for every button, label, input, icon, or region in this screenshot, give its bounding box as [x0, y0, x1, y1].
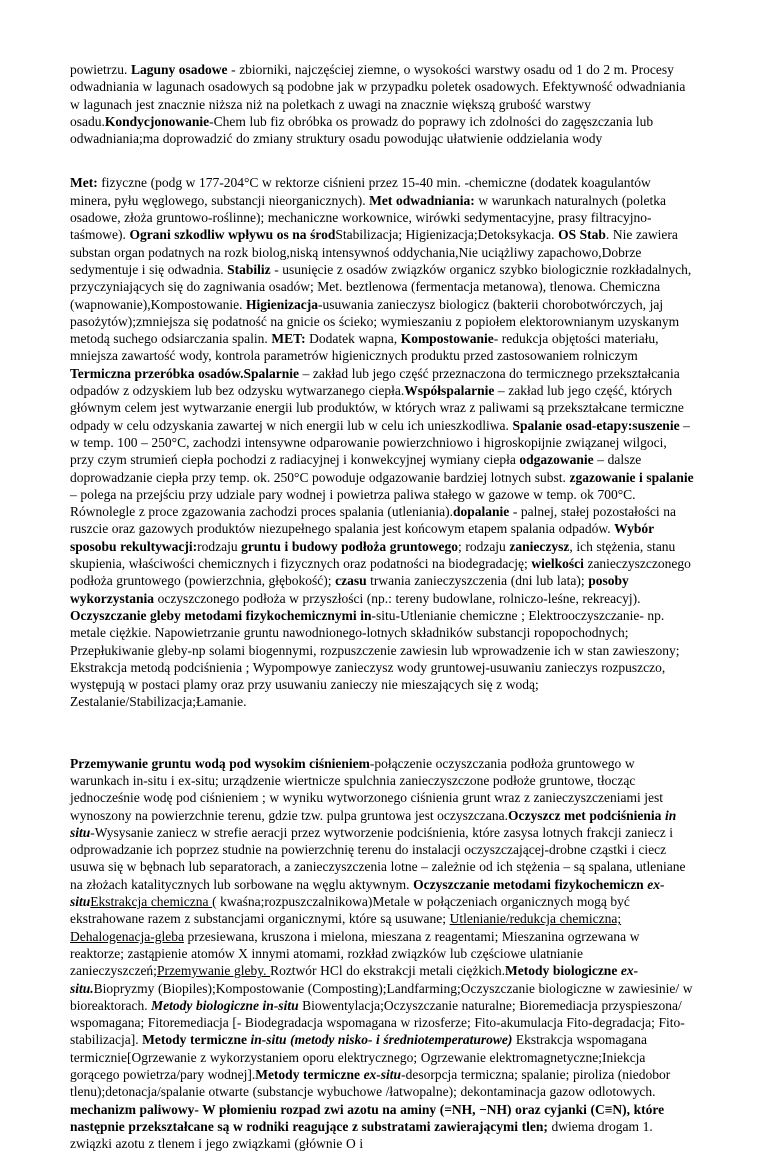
text-run: -Chem lub fiz obróbka os prowadz do poprawy ich zdolności do zagęszczania lub odwadniania;ma doprowadzić do zmiany struktury osadu powodując ułatwienie oddzielania wody	[70, 113, 654, 147]
text-run: Oczyszcz met podciśnienia	[508, 807, 665, 823]
text-run: Metody biologiczne in-situ	[151, 997, 299, 1013]
text-run: zanieczyszczonego podłoża gruntowego (powierzchnia, głębokość);	[70, 556, 691, 589]
text-run: , ich stężenia, stanu skupienia, właściwości chemicznych i fizycznych oraz podatności na biodegradację;	[70, 538, 676, 572]
paragraph	[70, 61, 694, 147]
text-run: powietrzu.	[70, 62, 131, 77]
text-run: odgazowanie	[519, 452, 594, 468]
text-run: Utlenianie/redukcja chemiczna;	[449, 911, 622, 927]
text-run: ; rodzaju	[458, 538, 510, 554]
text-run: OS Stab	[558, 227, 606, 243]
text-run: – w temp. 100 – 250°C, zachodzi intensywne odparowanie powierzchniowo i higroskopijnie związanej wilgoci, przy czym strumień ciepła pochodzi z radiacyjnej i konwekcyjnej wymiany ciepła	[70, 417, 690, 468]
text-run: Oczyszczanie metodami fizykochemiczn	[413, 876, 648, 892]
text-run: . Nie zawiera substan organ podatnych na rozk biolog,niską intensywnoś oddychania,Nie uciążliwy zapachowo,Dobrze sedymentuje i się odwadnia.	[70, 227, 678, 277]
text-run: Laguny osadowe	[130, 62, 228, 77]
text-run: Biowentylacja;Oczyszczanie naturalne; Bioremediacja przyspieszona/ wspomagana; Fitoremediacja [- Biodegradacja wspomagana w rizosferze; Fito-akumulacja Fito-degradacja; Fito- stabilizacja].	[70, 997, 685, 1048]
text-run: posoby wykorzystania	[70, 573, 629, 606]
text-run: Metody termiczne	[142, 1032, 251, 1048]
text-run: mechanizm paliwowy- W płomieniu rozpad zwi azotu na aminy (=NH, −NH) oraz cyjanki (C≡N), które następnie przekształcane są w rodniki reagujące z substratami zawierającymi tlen;	[70, 1101, 665, 1134]
text-run: Kompostowanie	[400, 331, 494, 347]
text-run: Metody termiczne	[255, 1067, 364, 1083]
text-run: trwania zanieczyszczenia (dni lub lata);	[366, 573, 589, 589]
text-run: Stabiliz	[227, 261, 271, 277]
text-run: gruntu i budowy podłoża gruntowego	[241, 538, 458, 554]
text-run: MET:	[271, 331, 306, 347]
text-run: Ekstrakcja wspomagana termicznie[Ogrzewanie z wykorzystaniem oporu elektrycznego; Ogrzewanie elektromagnetyczne;Iniekcja gorącego powietrza/pary wodnej].	[70, 1032, 647, 1083]
text-run: Przemywanie gruntu wodą pod wysokim ciśnieniem	[70, 755, 370, 771]
text-run: Biopryzmy (Biopiles);Kompostowanie (Composting);Landfarming;Oczyszczanie biologiczne w zawiesinie/ w bioreaktorach.	[70, 980, 693, 1013]
text-run: Wybór sposobu rekultywacji:	[70, 521, 654, 554]
text-run: Kondycjonowanie	[104, 113, 210, 129]
text-run: Ekstrakcja chemiczna	[90, 894, 213, 910]
text-run: Ograni szkodliw wpływu os na środ	[129, 227, 336, 243]
text-run: czasu	[335, 573, 367, 589]
text-run: – zakład lub jego część przeznaczona do termicznego przekształcania odpadów z odzyskiem lub bez odzysku wytwarzanego ciepła.	[70, 365, 680, 399]
text-run: rodzaju	[197, 538, 242, 554]
text-run: – zakład lub jego część, których głównym celem jest wytwarzanie energii lub produktów, w których wraz z paliwami są przekształcane termiczne odpady w celu odzyskania zawartej w nich energii lub w celu ich unieszkodliwa.	[70, 383, 684, 433]
text-run: – polega na przejściu przy udziale pary wodnej i powietrza paliwa stałego w gazowe w temp. ok 700°C. Równolegle z proce zgazowania zachodzi proces spalania (utleniania).	[70, 486, 636, 520]
text-run: -desorpcja termiczna; spalanie; piroliza (niedobor tlenu);detonacja/spalanie otwarte (substancje wybuchowe /łatwopalne); dekontaminacja gazow odlotowych.	[70, 1067, 671, 1100]
text-run: -Wysysanie zaniecz w strefie aeracji przez wytworzenie podciśnienia, które zasysa lotnych frakcji zaniecz i odprowadzanie ich poprzez studnie na powierzchnię terenu do instalacji oczyszczającej-drobne cząstki i ciecz usuwa się w bębnach lub separatorach, a zanieczyszczenia lotne – zależnie od ich stężenia – są spalana, utleniane na złożach katalitycznych lub sorbowane na węglu aktywnym.	[70, 824, 686, 892]
text-run: ex-situ	[363, 1067, 402, 1083]
text-run: Oczyszczanie gleby metodami fizykochemicznymi in	[70, 607, 372, 623]
text-run: fizyczne (podg w 177-204°C w rektorze ciśnieni przez 15-40 min. -chemiczne (dodatek koagulantów minera, pyłu węglowego, substancji nieorganicznych).	[70, 175, 651, 208]
text-run: dopalanie	[452, 504, 510, 520]
text-run: - redukcja objętości materiału, mniejsza zawartość wody, kontrola parametrów higienicznych produktu przed zastosowaniem rolniczym	[70, 331, 659, 364]
text-run: Higienizacja	[246, 296, 319, 312]
text-run: Termiczna przeróbka osadów.Spalarnie	[70, 365, 300, 381]
text-run: zanieczysz	[509, 538, 570, 554]
text-run: Dehalogenacja-gleba	[70, 928, 184, 944]
text-run: ex-situ.	[70, 963, 639, 996]
text-run: oczyszczonego podłoża w przyszłości (np.: tereny budowlane, rolniczo-leśne, rekreacyj).	[154, 590, 641, 606]
text-run: wielkości	[531, 556, 584, 572]
paragraph	[70, 755, 694, 1153]
text-run: Współspalarnie	[404, 383, 495, 399]
text-run: - zbiorniki, najczęściej ziemne, o wysokości warstwy osadu od 1 do 2 m. Procesy odwadniania w lagunach osadowych są podobne jak w przypadku poletek osadowych. Efektywność odwadniania w lagunach jest znacznie niższa niż na poletkach z uwagi na znacznie większą grubość warstwy osadu.	[70, 62, 686, 129]
paragraph	[70, 174, 694, 710]
text-run: Przemywanie gleby.	[156, 963, 271, 979]
text-run: Roztwór HCl do ekstrakcji metali ciężkich.	[270, 963, 505, 979]
text-run: Met:	[70, 175, 98, 191]
text-run: in-situ (metody nisko- i średniotemperaturowe)	[250, 1032, 513, 1048]
text-run: Met odwadniania:	[369, 192, 475, 208]
text-run: - palnej, stałej pozostałości na ruszcie oraz gazowych produktów niezupełnego spalania jest końcowym etapem spalania odpadów.	[70, 504, 676, 537]
text-run: Spalanie osad-etapy:suszenie	[512, 417, 680, 433]
text-run: -usuwania zanieczysz biologicz (bakterii chorobotwórczych, jaj pasożytów);zmniejsza się podatność na gnicie os ścieko; wymieszaniu z popiołem elektorownianym uzyskanym metodą suchego odsiarczania spalin.	[70, 296, 680, 347]
document-body	[70, 61, 694, 1153]
text-run: in situ	[70, 807, 677, 840]
text-run: ex-situ	[70, 876, 665, 910]
text-run: Stabilizacja; Higienizacja;Detoksykacja.	[335, 227, 559, 243]
text-run: ( kwaśna;rozpuszczalnikowa)Metale w połączeniach organicznych mogą być ekstrahowane razem z substancjami organicznymi, które są usuwane;	[70, 894, 630, 927]
text-run: Metody biologiczne	[505, 963, 621, 979]
text-run: - usunięcie z osadów związków organicz szybko biologicznie rozkładalnych, przyczyniających się do zagniwania osadów; Met. beztlenowa (fermentacja metanowa), tlenowa. Chemiczna (wapnowanie),Kompostowanie.	[70, 261, 692, 312]
text-run: dwiema drogam 1. związki azotu z tlenem i jego związkami (głównie O i	[70, 1118, 653, 1152]
text-run: -situ-Utlenianie chemiczne ; Elektrooczyszczanie- np. metale ciężkie. Napowietrzanie gruntu nawodnionego-lotnych składników substancji ropopochodnych; Przepłukiwanie gleby-np solami biogennymi, rozpuszczenie zawiesin lub wprowadzenie ich w stan zawieszony; Ekstrakcja metodą podciśnienia ; Wypompowye zanieczysz wody gruntowej-usuwaniu zanieczys rozpuszczo, występują w postaci plamy oraz przy usuwaniu zanieczy nie mieszających się z wodą; Zestalanie/Stabilizacja;Łamanie.	[70, 607, 680, 710]
text-run: Dodatek wapna,	[305, 331, 401, 347]
paragraph-gap	[70, 711, 694, 755]
text-run: przesiewana, kruszona i mielona, mieszana z reagentami; Mieszanina ogrzewana w reaktorze; zastąpienie atomów X innymi atomami, rozkład związków lub częściowe ulatnianie zanieczyszczeń;	[70, 928, 640, 979]
paragraph-gap	[70, 147, 694, 174]
text-run: w warunkach naturalnych (poletka osadowe, złoża gruntowo-roślinne); mechaniczne workownice, wirówki sedymentacyjne, prasy filtracyjno-taśmowe).	[70, 192, 666, 243]
text-run: -połączenie oczyszczania podłoża gruntowego w warunkach in-situ i ex-situ; urządzenie wiertnicze spulchnia zanieczyszczone podłoże gruntowe, tłocząc jednocześnie wodę pod ciśnieniem ; w wyniku wytworzonego ciśnienia grunt wraz z zanieczyszczeniami jest wynoszony na powierzchnie terenu, gdzie tzw. pulpa gruntowa jest oczyszczana.	[70, 755, 664, 823]
text-run: – dalsze doprowadzanie ciepła przy temp. ok. 250°C powoduje odgazowanie bardziej lotnych subst.	[70, 452, 642, 485]
text-run: zgazowanie i spalanie	[569, 469, 694, 485]
